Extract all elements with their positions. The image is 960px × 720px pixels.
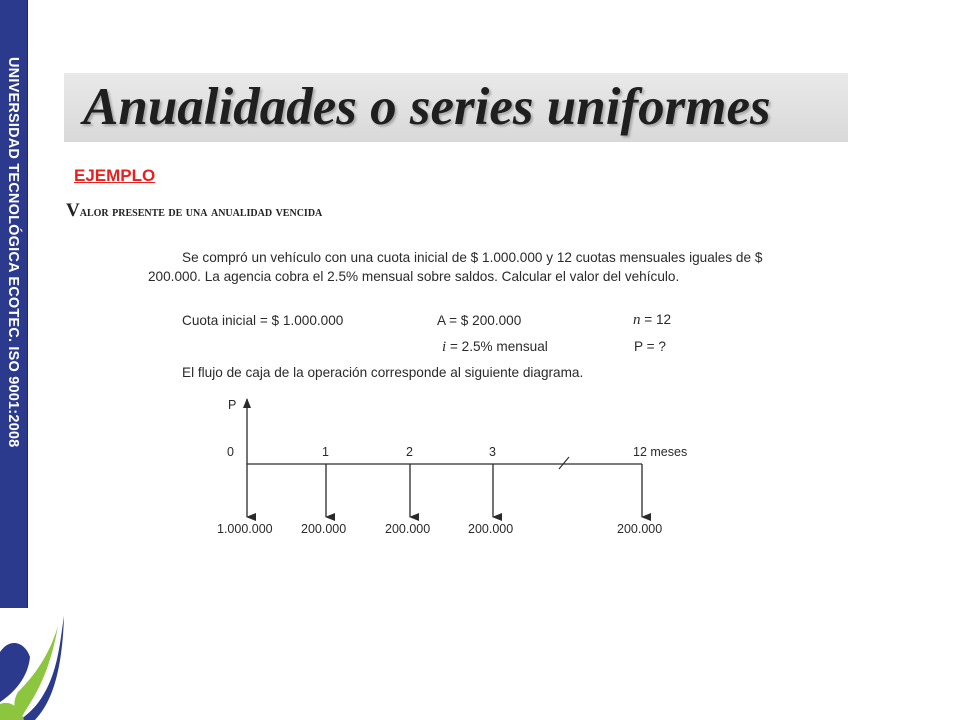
- period-label-2: 2: [406, 445, 413, 459]
- i-symbol: i: [442, 339, 447, 355]
- data-present-value: P = ?: [634, 339, 666, 354]
- data-annuity: A = $ 200.000: [437, 313, 522, 328]
- period-label-12: 12 meses: [633, 445, 688, 459]
- flow-intro: El flujo de caja de la operación corresponde al siguiente diagrama.: [182, 365, 584, 380]
- slide-title: Anualidades o series uniformes: [83, 78, 771, 136]
- amount-label-3: 200.000: [468, 522, 514, 536]
- n-symbol: n: [633, 312, 641, 328]
- n-value: = 12: [640, 312, 672, 327]
- amount-label-12: 200.000: [617, 522, 663, 536]
- amount-label-2: 200.000: [385, 522, 431, 536]
- section-heading-rest: alor presente de una anualidad vencida: [79, 205, 323, 220]
- axis-break-mark: [559, 457, 569, 469]
- amount-label-1: 200.000: [301, 522, 347, 536]
- problem-statement: Se compró un vehículo con una cuota inicial de $ 1.000.000 y 12 cuotas mensuales iguales de $ 200.000. La agencia cobra el 2.5% mensual sobre saldos. Calcular el valor del vehículo.: [148, 250, 763, 284]
- period-label-3: 3: [489, 445, 496, 459]
- section-heading-initial: V: [66, 200, 80, 221]
- p-label: P: [228, 398, 237, 412]
- example-label: EJEMPLO: [74, 166, 156, 185]
- sidebar-institution-text: UNIVERSIDAD TECNOLÓGICA ECOTEC. ISO 9001:2008: [5, 57, 21, 448]
- amount-label-0: 1.000.000: [217, 522, 273, 536]
- data-cuota-inicial: Cuota inicial = $ 1.000.000: [182, 313, 344, 328]
- i-value: = 2.5% mensual: [446, 339, 548, 354]
- period-label-1: 1: [322, 445, 329, 459]
- period-label-0: 0: [227, 445, 234, 459]
